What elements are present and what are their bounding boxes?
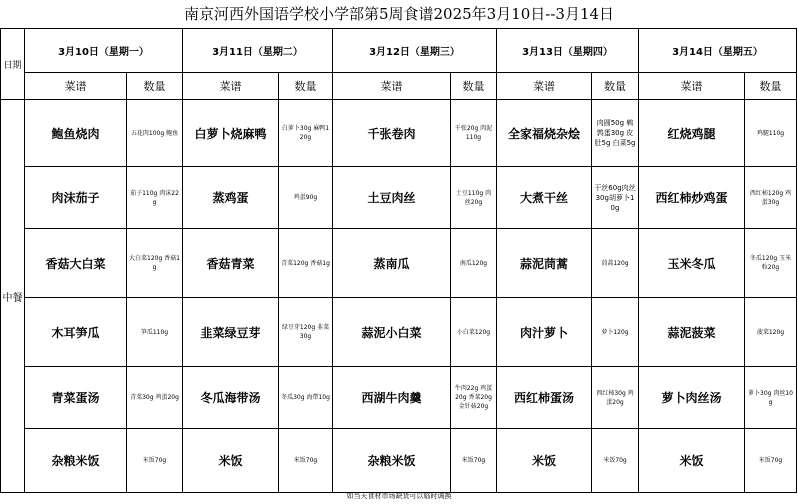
dish-name: 木耳笋瓜 [25,298,127,367]
dish-quantity: 干丝60g肉丝30g胡萝卜10g [592,167,639,229]
dish-quantity: 南瓜120g [451,229,497,298]
dish-row [1,167,797,229]
dish-name: 香菇大白菜 [25,229,127,298]
dish-quantity: 米饭70g [592,429,639,493]
dish-header: 菜谱 [25,73,127,100]
dish-quantity: 大白菜120g 香菇1g [127,229,183,298]
dish-quantity: 萝卜30g 肉丝10g [745,367,797,429]
dish-quantity: 鸡蛋90g [279,167,333,229]
dish-quantity: 菠菜120g [745,298,797,367]
header-row [1,73,797,100]
dish-name: 蒜泥菠菜 [639,298,745,367]
dish-quantity: 笋瓜110g [127,298,183,367]
menu-body [1,29,797,493]
dish-name: 红烧鸡腿 [639,100,745,167]
day-date: 3月14日（星期五） [639,29,797,73]
day-date: 3月10日（星期一） [25,29,183,73]
dish-name: 蒜泥小白菜 [333,298,451,367]
dish-quantity: 米饭70g [127,429,183,493]
day-date: 3月13日（星期四） [497,29,639,73]
dish-name: 韭菜绿豆芽 [183,298,279,367]
dish-name: 萝卜肉丝汤 [639,367,745,429]
dish-name: 千张卷肉 [333,100,451,167]
row-label-date: 日期 [1,29,25,100]
dish-quantity: 肉圆50g 鹌鹑蛋30g 皮肚5g 白菜5g [592,100,639,167]
dish-row [1,229,797,298]
dish-quantity: 西红柿30g 鸡蛋20g [592,367,639,429]
dish-name: 肉汁萝卜 [497,298,592,367]
dish-name: 米饭 [497,429,592,493]
dish-name: 全家福烧杂烩 [497,100,592,167]
date-row [1,29,797,73]
dish-quantity: 米饭70g [279,429,333,493]
dish-row [1,367,797,429]
dish-name: 玉米冬瓜 [639,229,745,298]
dish-name: 西红柿蛋汤 [497,367,592,429]
dish-quantity: 土豆110g 肉丝20g [451,167,497,229]
dish-name: 肉沫茄子 [25,167,127,229]
dish-quantity: 小白菜120g [451,298,497,367]
dish-name: 土豆肉丝 [333,167,451,229]
dish-quantity: 茄子110g 肉沫22g [127,167,183,229]
dish-name: 青菜蛋汤 [25,367,127,429]
qty-header: 数量 [592,73,639,100]
dish-name: 蒸鸡蛋 [183,167,279,229]
qty-header: 数量 [745,73,797,100]
page-title: 南京河西外国语学校小学部第5周食谱2025年3月10日--3月14日 [183,5,615,23]
dish-name: 西湖牛肉羹 [333,367,451,429]
dish-header: 菜谱 [333,73,451,100]
dish-name: 白萝卜烧麻鸭 [183,100,279,167]
footnote: 如当天食材市场缺货可以临时调换 [346,492,452,500]
meal-label: 中餐 [1,100,25,493]
dish-row [1,429,797,493]
dish-header: 菜谱 [497,73,592,100]
dish-quantity: 米饭70g [451,429,497,493]
dish-name: 西红柿炒鸡蛋 [639,167,745,229]
dish-name: 蒜泥茼蒿 [497,229,592,298]
dish-name: 大煮干丝 [497,167,592,229]
qty-header: 数量 [279,73,333,100]
menu-table [0,28,797,493]
dish-quantity: 茼蒿120g [592,229,639,298]
dish-quantity: 千张20g 肉泥110g [451,100,497,167]
dish-header: 菜谱 [639,73,745,100]
dish-name: 杂粮米饭 [25,429,127,493]
dish-quantity: 白萝卜30g 麻鸭120g [279,100,333,167]
day-date: 3月11日（星期二） [183,29,333,73]
day-date: 3月12日（星期三） [333,29,497,73]
dish-name: 冬瓜海带汤 [183,367,279,429]
dish-quantity: 冬瓜120g 玉米粒20g [745,229,797,298]
dish-quantity: 米饭70g [745,429,797,493]
dish-row [1,100,797,167]
dish-name: 米饭 [639,429,745,493]
dish-quantity: 萝卜120g [592,298,639,367]
dish-header: 菜谱 [183,73,279,100]
dish-quantity: 五花肉100g 鲍鱼 [127,100,183,167]
qty-header: 数量 [127,73,183,100]
dish-quantity: 西红柿120g 鸡蛋30g [745,167,797,229]
dish-quantity: 鸡腿110g [745,100,797,167]
dish-quantity: 绿豆芽120g 韭菜30g [279,298,333,367]
dish-name: 米饭 [183,429,279,493]
dish-name: 鲍鱼烧肉 [25,100,127,167]
qty-header: 数量 [451,73,497,100]
dish-name: 蒸南瓜 [333,229,451,298]
dish-name: 杂粮米饭 [333,429,451,493]
dish-quantity: 青菜120g 香菇1g [279,229,333,298]
dish-name: 香菇青菜 [183,229,279,298]
dish-quantity: 冬瓜30g 海带10g [279,367,333,429]
dish-row [1,298,797,367]
dish-quantity: 青菜30g 鸡蛋20g [127,367,183,429]
dish-quantity: 牛肉22g 鸡蛋20g 香菜20g 金针菇20g [451,367,497,429]
